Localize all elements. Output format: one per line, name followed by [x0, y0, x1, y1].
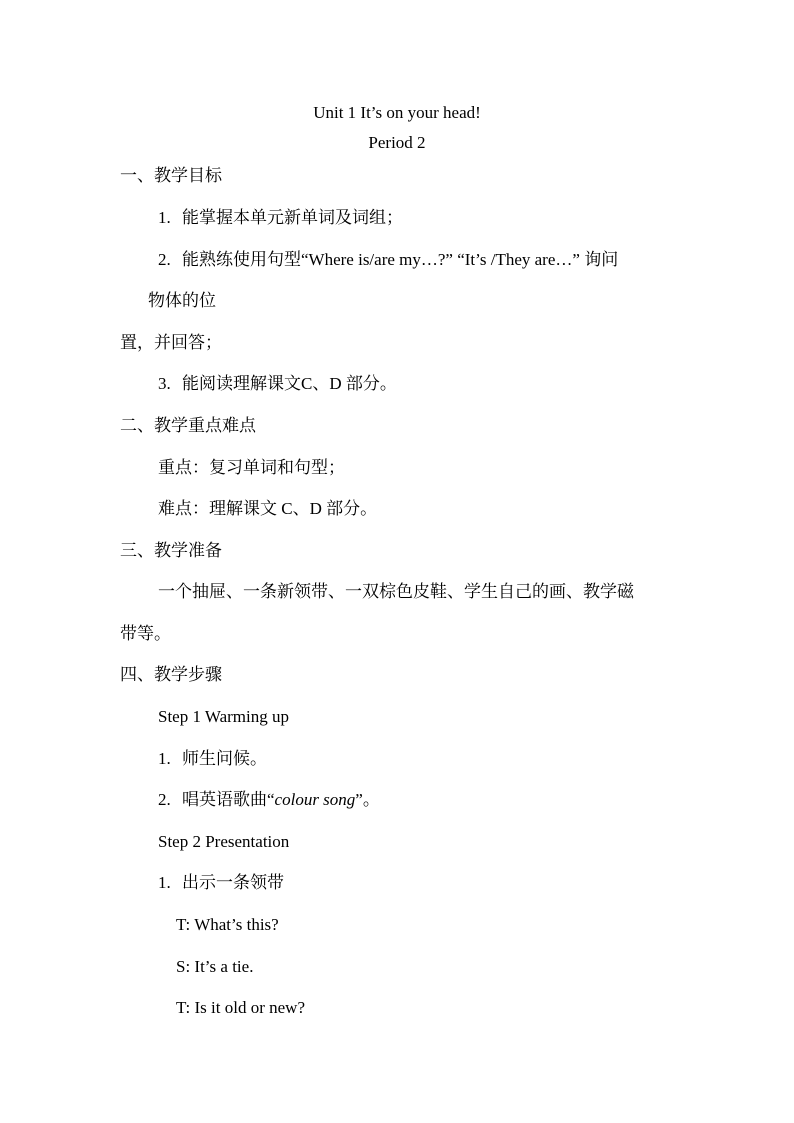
item-number: 2.: [158, 790, 171, 809]
item-text: 能熟练使用句型“Where is/are my…?” “It’s /They are…” 询问: [182, 250, 619, 269]
step-heading-warming-up: Step 1 Warming up: [158, 707, 290, 726]
item-number: 3.: [158, 374, 171, 393]
difficult-point-text: 难点：理解课文 C、D 部分。: [158, 499, 378, 518]
section-heading-key-points: 二、教学重点难点: [120, 416, 256, 435]
dialogue-line: S: It’s a tie.: [176, 957, 254, 976]
item-text: 师生问候。: [182, 749, 267, 768]
item-text: 出示一条领带: [182, 873, 284, 892]
preparation-text: 一个抽屉、一条新领带、一双棕色皮鞋、学生自己的画、教学磁: [158, 582, 634, 601]
objective-item-2-continuation: 物体的位: [148, 291, 216, 310]
item-number: 1.: [158, 208, 171, 227]
objective-item-1: [158, 207, 403, 229]
item-number: 1.: [158, 749, 171, 768]
document-subtitle: Period 2: [368, 133, 426, 152]
item-number: 1.: [158, 873, 171, 892]
item-number: 2.: [158, 250, 171, 269]
key-point-text: 重点：复习单词和句型；: [158, 458, 345, 477]
section-heading-procedure: 四、教学步骤: [120, 665, 222, 684]
step-item-2: [158, 789, 380, 811]
item-text: 能掌握本单元新单词及词组；: [182, 208, 403, 227]
step-heading-presentation: Step 2 Presentation: [158, 832, 290, 851]
item-text: 唱英语歌曲“: [182, 790, 275, 809]
item-text: 能阅读理解课文C、D 部分。: [182, 374, 397, 393]
section-heading-objectives: 一、教学目标: [120, 166, 222, 185]
objective-item-2: [158, 249, 618, 271]
preparation-text-continuation: 带等。: [120, 624, 171, 643]
objective-item-3: [158, 373, 397, 395]
document-title: Unit 1 It’s on your head!: [313, 103, 481, 122]
objective-item-2-continuation: 置，并回答；: [120, 333, 222, 352]
dialogue-line: T: Is it old or new?: [176, 998, 305, 1017]
item-text-end: ”。: [355, 790, 380, 809]
step-item-1: [158, 748, 267, 770]
step-item-1: [158, 872, 284, 894]
section-heading-preparation: 三、教学准备: [120, 541, 222, 560]
dialogue-line: T: What’s this?: [176, 915, 279, 934]
song-title: colour song: [274, 790, 356, 809]
